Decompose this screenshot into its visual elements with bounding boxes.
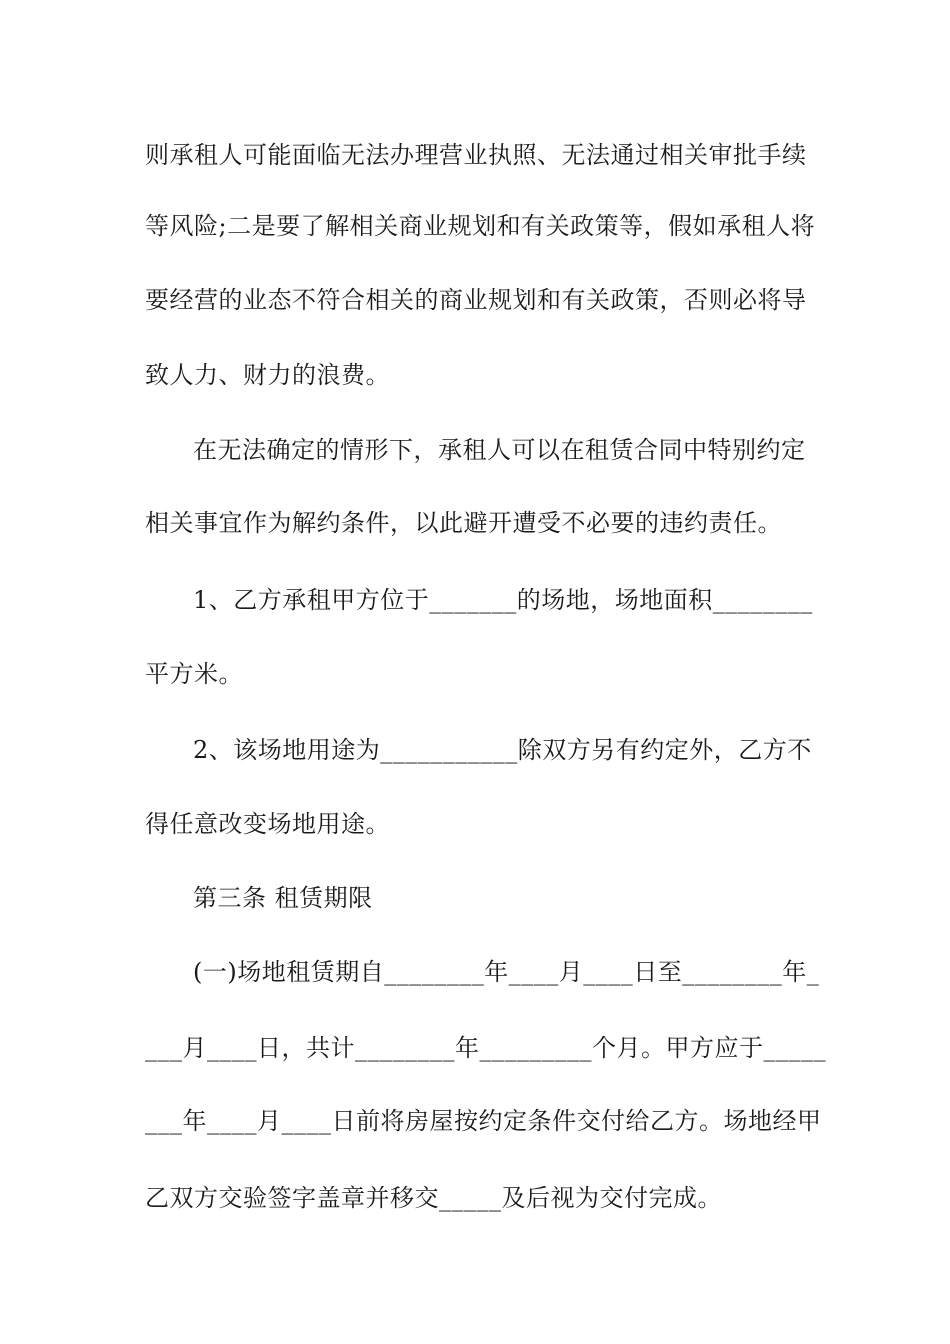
clause-line: ___年____月____日前将房屋按约定条件交付给乙方。场地经甲 (145, 1107, 822, 1135)
paragraph-line: 相关事宜作为解约条件，以此避开遭受不必要的违约责任。 (145, 509, 782, 537)
clause-line: 乙双方交验签字盖章并移交_____及后视为交付完成。 (145, 1184, 722, 1212)
section-heading: 第三条 租赁期限 (193, 884, 373, 912)
paragraph-line: 致人力、财力的浪费。 (145, 361, 390, 389)
clause-line: 得任意改变场地用途。 (145, 810, 390, 838)
clause-line: 2、该场地用途为___________除双方另有约定外，乙方不 (193, 736, 812, 764)
clause-line: (一)场地租赁期自________年____月____日至________年_ (193, 958, 820, 986)
clause-line: 1、乙方承租甲方位于_______的场地，场地面积________ (193, 586, 813, 614)
paragraph-line: 等风险;二是要了解相关商业规划和有关政策等，假如承租人将 (145, 212, 816, 240)
clause-line: 平方米。 (145, 660, 243, 688)
paragraph-line: 在无法确定的情形下，承租人可以在租赁合同中特别约定 (193, 436, 806, 464)
paragraph-line: 则承租人可能面临无法办理营业执照、无法通过相关审批手续 (145, 141, 807, 169)
clause-line: ___月____日，共计________年_________个月。甲方应于_____ (145, 1034, 826, 1062)
paragraph-line: 要经营的业态不符合相关的商业规划和有关政策，否则必将导 (145, 286, 807, 314)
